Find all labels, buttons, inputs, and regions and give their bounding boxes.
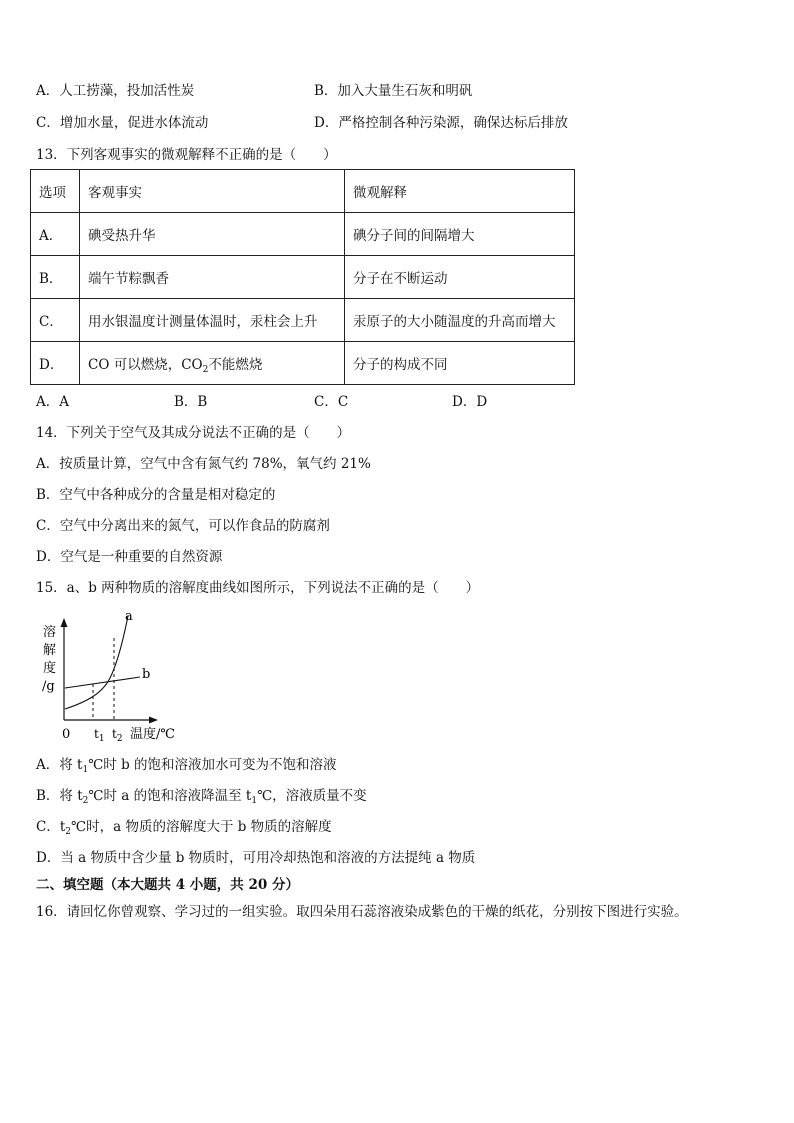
q15-option-a: A．将 $t_1℃$时 b 的饱和溶液加水可变为不饱和溶液	[36, 757, 337, 775]
q12-option-d: D．严格控制各种污染源，确保达标后排放	[314, 115, 568, 131]
q12-option-a: A．人工捞藻，投加活性炭	[36, 83, 195, 99]
table-row	[31, 342, 575, 385]
row-option: B．	[31, 256, 80, 299]
q14-stem: 14．下列关于空气及其成分说法不正确的是（ ）	[36, 425, 351, 441]
table-row	[31, 213, 575, 256]
q13-answer-a: A．A	[36, 394, 69, 410]
x-axis-label: 温度/℃	[130, 727, 175, 742]
q15-stem: 15．a、b 两种物质的溶解度曲线如图所示，下列说法不正确的是（ ）	[36, 580, 480, 596]
q13-answer-c: C．C	[314, 394, 349, 410]
fact-text-pre: CO 可以燃烧，CO	[88, 357, 203, 373]
q16-stem: 16．请回忆你曾观察、学习过的一组实验。取四朵用石蕊溶液染成紫色的干燥的纸花，分别按下图进行实验。	[36, 904, 688, 920]
row-fact	[80, 342, 345, 385]
curve-b-label: b	[142, 667, 151, 682]
curve-b	[65, 677, 140, 688]
row-fact: 用水银温度计测量体温时，汞柱会上升	[80, 299, 345, 342]
y-label-char: 度	[43, 661, 57, 676]
q13-stem: 13．下列客观事实的微观解释不正确的是（ ）	[36, 147, 337, 163]
row-explain: 分子在不断运动	[345, 256, 575, 299]
q12-option-c: C．增加水量，促进水体流动	[36, 115, 209, 131]
row-explain: 分子的构成不同	[345, 342, 575, 385]
fact-subscript: 2	[202, 365, 209, 375]
q13-answer-d: D．D	[452, 394, 488, 410]
fact-text-post: 不能燃烧	[208, 357, 263, 373]
q14-option-a: A．按质量计算，空气中含有氮气约 78%，氧气约 21%	[36, 456, 371, 472]
q12-option-b: B．加入大量生石灰和明矾	[314, 83, 473, 99]
q15-option-d: D．当 a 物质中含少量 b 物质时，可用冷却热饱和溶液的方法提纯 a 物质	[36, 850, 476, 866]
t1-label: $t_1$	[94, 727, 105, 744]
header-option: 选项	[31, 170, 80, 213]
y-axis-arrow-icon	[61, 618, 68, 627]
solubility-graph	[36, 606, 196, 746]
t2-label: $t_2$	[112, 727, 123, 744]
section-title: 二、填空题（本大题共 4 小题，共 20 分）	[36, 877, 299, 893]
row-option: A．	[31, 213, 80, 256]
row-explain: 汞原子的大小随温度的升高而增大	[345, 299, 575, 342]
header-explain: 微观解释	[345, 170, 575, 213]
q14-option-c: C．空气中分离出来的氮气，可以作食品的防腐剂	[36, 518, 330, 534]
y-label-char: 溶	[43, 625, 57, 640]
q13-table	[30, 169, 575, 385]
table-row	[31, 299, 575, 342]
q14-option-b: B．空气中各种成分的含量是相对稳定的	[36, 487, 276, 503]
row-option: C．	[31, 299, 80, 342]
row-option: D．	[31, 342, 80, 385]
table-header-row	[31, 170, 575, 213]
q15-option-c: C．$t_2℃$时，a 物质的溶解度大于 b 物质的溶解度	[36, 819, 332, 837]
x-axis-arrow-icon	[149, 717, 158, 724]
curve-a	[65, 616, 128, 709]
row-fact: 端午节粽飘香	[80, 256, 345, 299]
curve-a-label: a	[125, 609, 133, 624]
table-row	[31, 256, 575, 299]
y-label-char: 解	[43, 643, 57, 658]
header-fact: 客观事实	[80, 170, 345, 213]
q14-option-d: D．空气是一种重要的自然资源	[36, 549, 223, 565]
q13-answer-b: B．B	[174, 394, 208, 410]
row-fact: 碘受热升华	[80, 213, 345, 256]
row-explain: 碘分子间的间隔增大	[345, 213, 575, 256]
y-label-char: /g	[42, 679, 55, 694]
q15-option-b: B．将 $t_2℃$时 a 的饱和溶液降温至 $t_1℃$，溶液质量不变	[36, 788, 367, 806]
origin-label: 0	[62, 727, 71, 742]
